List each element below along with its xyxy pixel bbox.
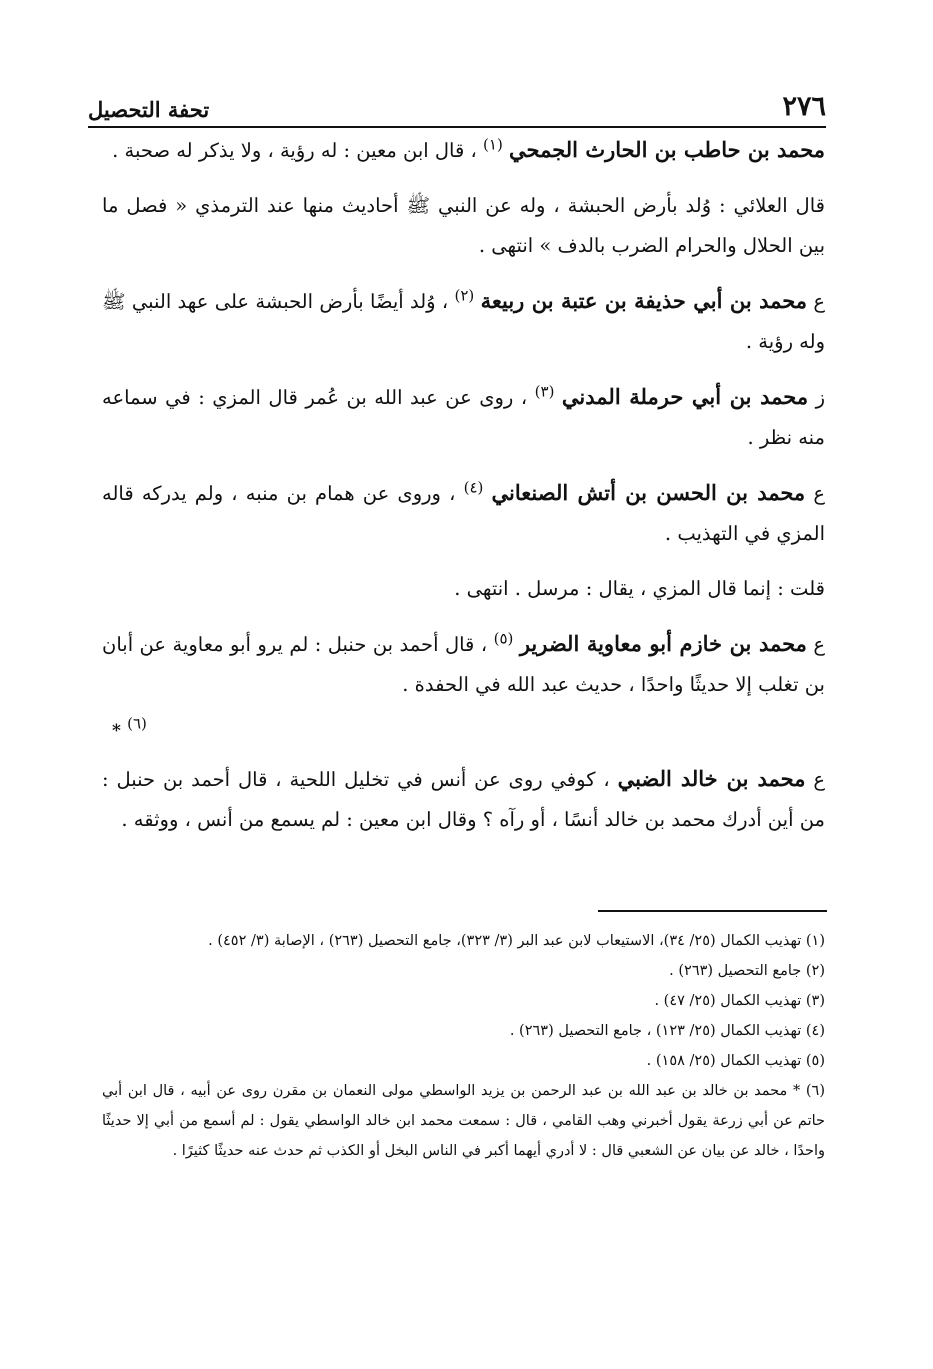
entry-paragraph xyxy=(102,130,825,171)
commentary-paragraph xyxy=(102,186,825,266)
entry-text: ، قال ابن معين : له رؤية ، ولا يذكر له صحبة . xyxy=(112,139,477,162)
entry-paragraph xyxy=(102,377,825,458)
footnote-ref: (٥) xyxy=(493,629,514,648)
entry-text: ، وروى عن همام بن منبه ، ولم يدركه قاله المزي في التهذيب . xyxy=(102,482,825,545)
footnote-ref: (٣) xyxy=(534,382,555,401)
footnote-rule xyxy=(598,910,827,912)
star-marker: * xyxy=(112,721,121,741)
footnote: (٦) * محمد بن خالد بن عبد الله بن عبد الرحمن بن يزيد الواسطي مولى النعمان بن مقرن روى عن أبيه ، قال ابن أبي حاتم عن أبي زرعة يقول أخبرني وهب القامي ، قال : سمعت محمد ابن خالد الواسطي يقول : لم أسمع من أبي إلا حديثًا واحدًا ، خالد عن بيان عن الشعبي قال : لا أدري أيهما أكبر في الناس البخل أو الكذب ثم حدث عنه حديثًا كثيرًا . xyxy=(102,1083,825,1159)
footnote-ref: (٦) xyxy=(127,714,147,733)
entry-prefix: ع xyxy=(813,633,826,656)
entry-name: محمد بن أبي حذيفة بن عتبة بن ربيعة xyxy=(480,288,808,313)
entry-prefix: ع xyxy=(813,482,825,505)
footnote: (١) تهذيب الكمال (٢٥/ ٣٤)، الاستيعاب لابن عبد البر (٣/ ٣٢٣)، جامع التحصيل (٢٦٣) ، الإصابة (٣/ ٤٥٢) . xyxy=(208,933,825,949)
entry-name: محمد بن حاطب بن الحارث الجمحي xyxy=(509,137,825,162)
running-title: تحفة التحصيل xyxy=(88,97,210,122)
paragraph-text: قلت : إنما قال المزي ، يقال : مرسل . انتهى . xyxy=(454,577,825,600)
entry-paragraph xyxy=(102,759,825,840)
footnote: (٤) تهذيب الكمال (٢٥/ ١٢٣) ، جامع التحصيل (٢٦٣) . xyxy=(509,1023,825,1039)
entry-text: ، قال أحمد بن حنبل : لم يرو أبو معاوية عن أبان بن تغلب إلا حديثًا واحدًا ، حديث عبد الله في الحفدة . xyxy=(102,633,825,696)
entry-name: محمد بن أبي حرملة المدني xyxy=(561,384,809,409)
entry-prefix: ع xyxy=(813,290,826,313)
entry-text: ، كوفي روى عن أنس في تخليل اللحية ، قال أحمد بن حنبل : من أين أدرك محمد بن خالد أنسًا ، أو رآه ؟ وقال ابن معين : لم يسمع من أنس ، ووثقه . xyxy=(102,768,825,831)
footnote: (٢) جامع التحصيل (٢٦٣) . xyxy=(669,963,825,979)
entry-name: محمد بن خازم أبو معاوية الضرير xyxy=(519,631,807,656)
page-header xyxy=(88,78,826,122)
footnote: (٣) تهذيب الكمال (٢٥/ ٤٧) . xyxy=(654,993,825,1009)
entry-prefix: ز xyxy=(815,386,826,409)
entry-text: ، روى عن عبد الله بن عُمر قال المزي : في سماعه منه نظر . xyxy=(102,386,825,449)
footnote-ref: (٤) xyxy=(463,478,484,497)
entry-paragraph xyxy=(102,281,825,362)
footnote-ref: (١) xyxy=(483,135,503,154)
entry-name: محمد بن خالد الضبي xyxy=(617,766,806,791)
entry-name: محمد بن الحسن بن أتش الصنعاني xyxy=(491,480,806,505)
footnote: (٥) تهذيب الكمال (٢٥/ ١٥٨) . xyxy=(646,1053,825,1069)
header-rule xyxy=(88,126,826,128)
entry-prefix: ع xyxy=(813,768,825,791)
addition-marker xyxy=(102,710,825,751)
page-number: ٢٧٦ xyxy=(782,91,826,122)
commentary-paragraph xyxy=(102,569,825,609)
entry-text: ، وُلد أيضًا بأرض الحبشة على عهد النبي ﷺ وله رؤية . xyxy=(102,290,825,353)
paragraph-text: قال العلائي : وُلد بأرض الحبشة ، وله عن النبي ﷺ أحاديث منها عند الترمذي « فصل ما بين الحلال والحرام الضرب بالدف » انتهى . xyxy=(102,194,825,257)
entry-paragraph xyxy=(102,473,825,554)
main-text xyxy=(102,130,825,855)
entry-paragraph xyxy=(102,624,825,705)
footnote-ref: (٢) xyxy=(454,286,475,305)
footnotes xyxy=(102,926,825,1166)
